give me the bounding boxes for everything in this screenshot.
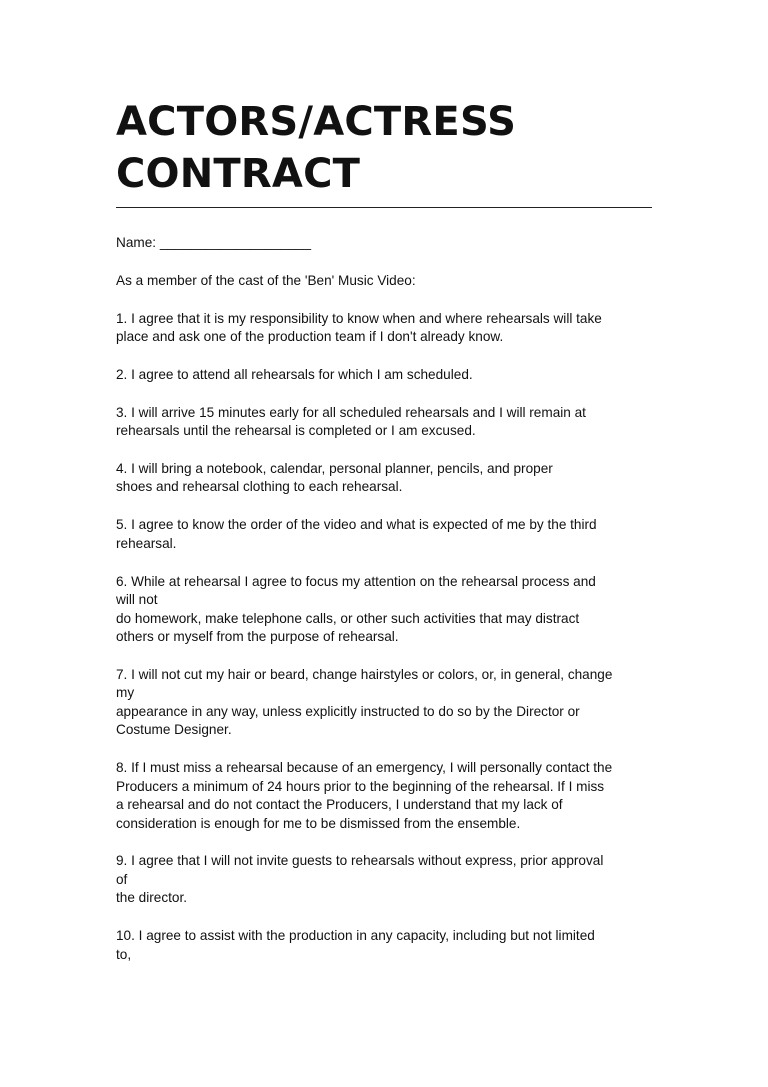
clause-2-line-1: 2. I agree to attend all rehearsals for which I am scheduled.	[116, 366, 473, 382]
clause-8-line-3: a rehearsal and do not contact the Producers, I understand that my lack of	[116, 797, 563, 813]
clause-6-line-3: do homework, make telephone calls, or other such activities that may distract	[116, 610, 580, 626]
clause-1-line-2: place and ask one of the production team if I don't already know.	[116, 329, 504, 345]
clause-8-line-2: Producers a minimum of 24 hours prior to the beginning of the rehearsal. If I miss	[116, 778, 605, 794]
clause-10-line-1: 10. I agree to assist with the production in any capacity, including but not limited	[116, 928, 595, 944]
clause-10-line-2: to,	[116, 946, 132, 962]
clause-7-line-1: 7. I will not cut my hair or beard, change hairstyles or colors, or, in general, change	[116, 666, 613, 682]
contract-body	[116, 234, 654, 964]
clause-9-line-2: of	[116, 871, 128, 887]
clause-5-line-1: 5. I agree to know the order of the video and what is expected of me by the third	[116, 517, 597, 533]
clause-3-line-2: rehearsals until the rehearsal is completed or I am excused.	[116, 423, 476, 439]
clause-1-line-1: 1. I agree that it is my responsibility to know when and where rehearsals will take	[116, 310, 602, 326]
title-line-2: CONTRACT	[116, 151, 361, 197]
clause-6-line-2: will not	[116, 592, 158, 608]
title-line-1: ACTORS/ACTRESS	[116, 99, 517, 145]
clause-4-line-1: 4. I will bring a notebook, calendar, personal planner, pencils, and proper	[116, 460, 553, 476]
clause-9-line-3: the director.	[116, 890, 188, 906]
clause-5-line-2: rehearsal.	[116, 535, 177, 551]
clause-8-line-1: 8. If I must miss a rehearsal because of an emergency, I will personally contact the	[116, 760, 613, 776]
name-field: Name: ____________________	[116, 235, 312, 250]
clause-3-line-1: 3. I will arrive 15 minutes early for all scheduled rehearsals and I will remain at	[116, 404, 586, 420]
clause-4-line-2: shoes and rehearsal clothing to each rehearsal.	[116, 479, 403, 495]
clause-8-line-4: consideration is enough for me to be dismissed from the ensemble.	[116, 815, 521, 831]
clause-9-line-1: 9. I agree that I will not invite guests to rehearsals without express, prior approval	[116, 853, 604, 869]
clause-7-line-4: Costume Designer.	[116, 722, 232, 738]
intro-text: As a member of the cast of the 'Ben' Music Video:	[116, 272, 416, 288]
clause-6-line-1: 6. While at rehearsal I agree to focus my attention on the rehearsal process and	[116, 573, 596, 589]
clause-7-line-2: my	[116, 685, 135, 701]
page-title	[116, 96, 654, 200]
title-divider	[116, 207, 652, 208]
clause-6-line-4: others or myself from the purpose of rehearsal.	[116, 629, 399, 645]
clause-7-line-3: appearance in any way, unless explicitly instructed to do so by the Director or	[116, 703, 580, 719]
